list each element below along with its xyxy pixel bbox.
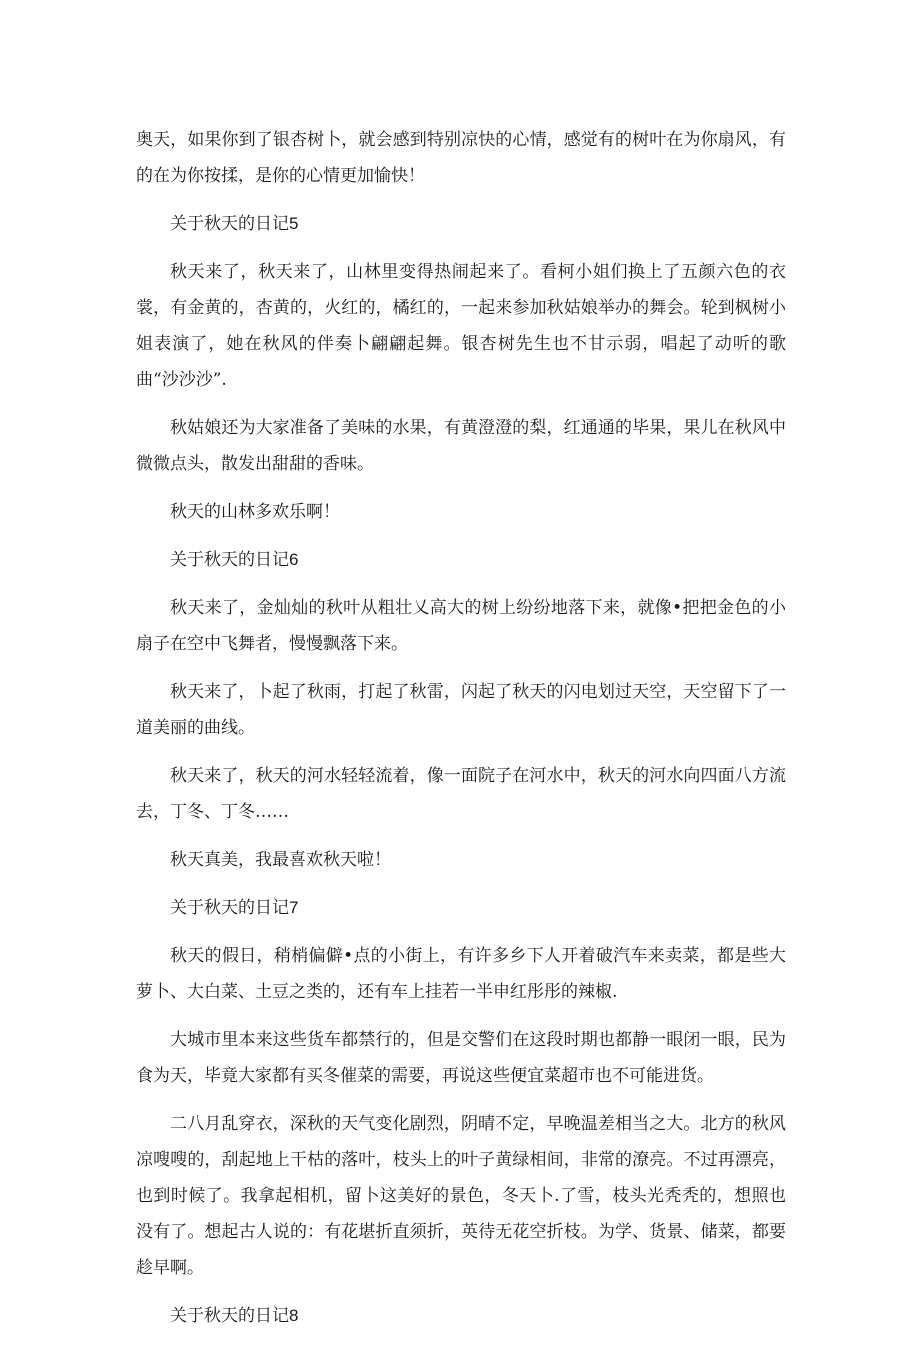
paragraph: 秋天来了，金灿灿的秋叶从粗壮乂高大的树上纷纷地落下来，就像•把把金色的小扇子在空中飞舞者，慢慢飘落下来。 [136, 598, 786, 654]
paragraph: 秋姑娘还为大家准备了美味的水果，有黄澄澄的梨，红通通的毕果，果儿在秋风中微微点头，散发出甜甜的香味。 [136, 418, 786, 474]
paragraph: 秋天真美，我最喜欢秋天啦！ [170, 850, 391, 870]
heading-number: 5 [289, 214, 299, 233]
paragraph: 秋天来了，秋天的河水轻轻流着，像一面院子在河水中，秋天的河水向四面八方流去，丁冬、丁冬…… [136, 766, 786, 822]
section-heading [136, 206, 786, 242]
document-body [136, 122, 786, 1346]
heading-text: 关于秋天的日记 [170, 1306, 289, 1326]
heading-number: 7 [289, 898, 299, 917]
heading-text: 关于秋天的日记 [170, 550, 289, 570]
paragraph: 二八月乱穿衣，深秋的天气变化剧烈，阴晴不定，早晚温差相当之大。北方的秋风凉嗖嗖的，刮起地上干枯的落叶，枝头上的叶子黄绿相间，非常的潦亮。不过再漂亮，也到时候了。我拿起相机，留卜这美好的景色，冬天卜.了雪，枝头光秃秃的，想照也没有了。想起古人说的：有花堪折直须折，英待无花空折枝。为学、货景、储菜，都要趁早啊。 [136, 1114, 786, 1278]
heading-number: 6 [289, 550, 299, 569]
section-heading [136, 1298, 786, 1334]
paragraph: 秋天的山林多欢乐啊！ [170, 502, 340, 522]
heading-number: 8 [289, 1306, 299, 1325]
heading-text: 关于秋天的日记 [170, 898, 289, 918]
paragraph: 秋天来了，卜起了秋雨，打起了秋雷，闪起了秋天的闪电划过天空，天空留下了一道美丽的曲线。 [136, 682, 786, 738]
paragraph: 奥天，如果你到了银杏树卜，就会感到特别凉快的心情，感觉有的树叶在为你扇风，有的在为你按揉，是你的心情更加愉快！ [136, 130, 786, 186]
heading-text: 关于秋天的日记 [170, 214, 289, 234]
section-heading [136, 890, 786, 926]
paragraph: 秋天来了，秋天来了，山林里变得热闹起来了。看柯小姐们换上了五颜六色的衣裳，有金黄的，杏黄的，火红的，橘红的，一起来参加秋姑娘举办的舞会。轮到枫树小姐表演了，她在秋风的伴奏卜翩翩起舞。银杏树先生也不甘示弱，唱起了动听的歌曲“沙沙沙”. [136, 262, 786, 390]
paragraph: 秋天的假日，稍梢偏僻•点的小街上，有许多乡下人开着破汽车来卖菜，都是些大萝卜、大白菜、土豆之类的，还有车上挂若一半申红彤彤的辣椒. [136, 946, 786, 1002]
paragraph: 大城市里本来这些货车都禁行的，但是交警们在这段时期也都静一眼闭一眼，民为食为天，毕竟大家都有买冬催菜的需要，再说这些便宜菜超市也不可能进货。 [136, 1030, 786, 1086]
section-heading [136, 542, 786, 578]
